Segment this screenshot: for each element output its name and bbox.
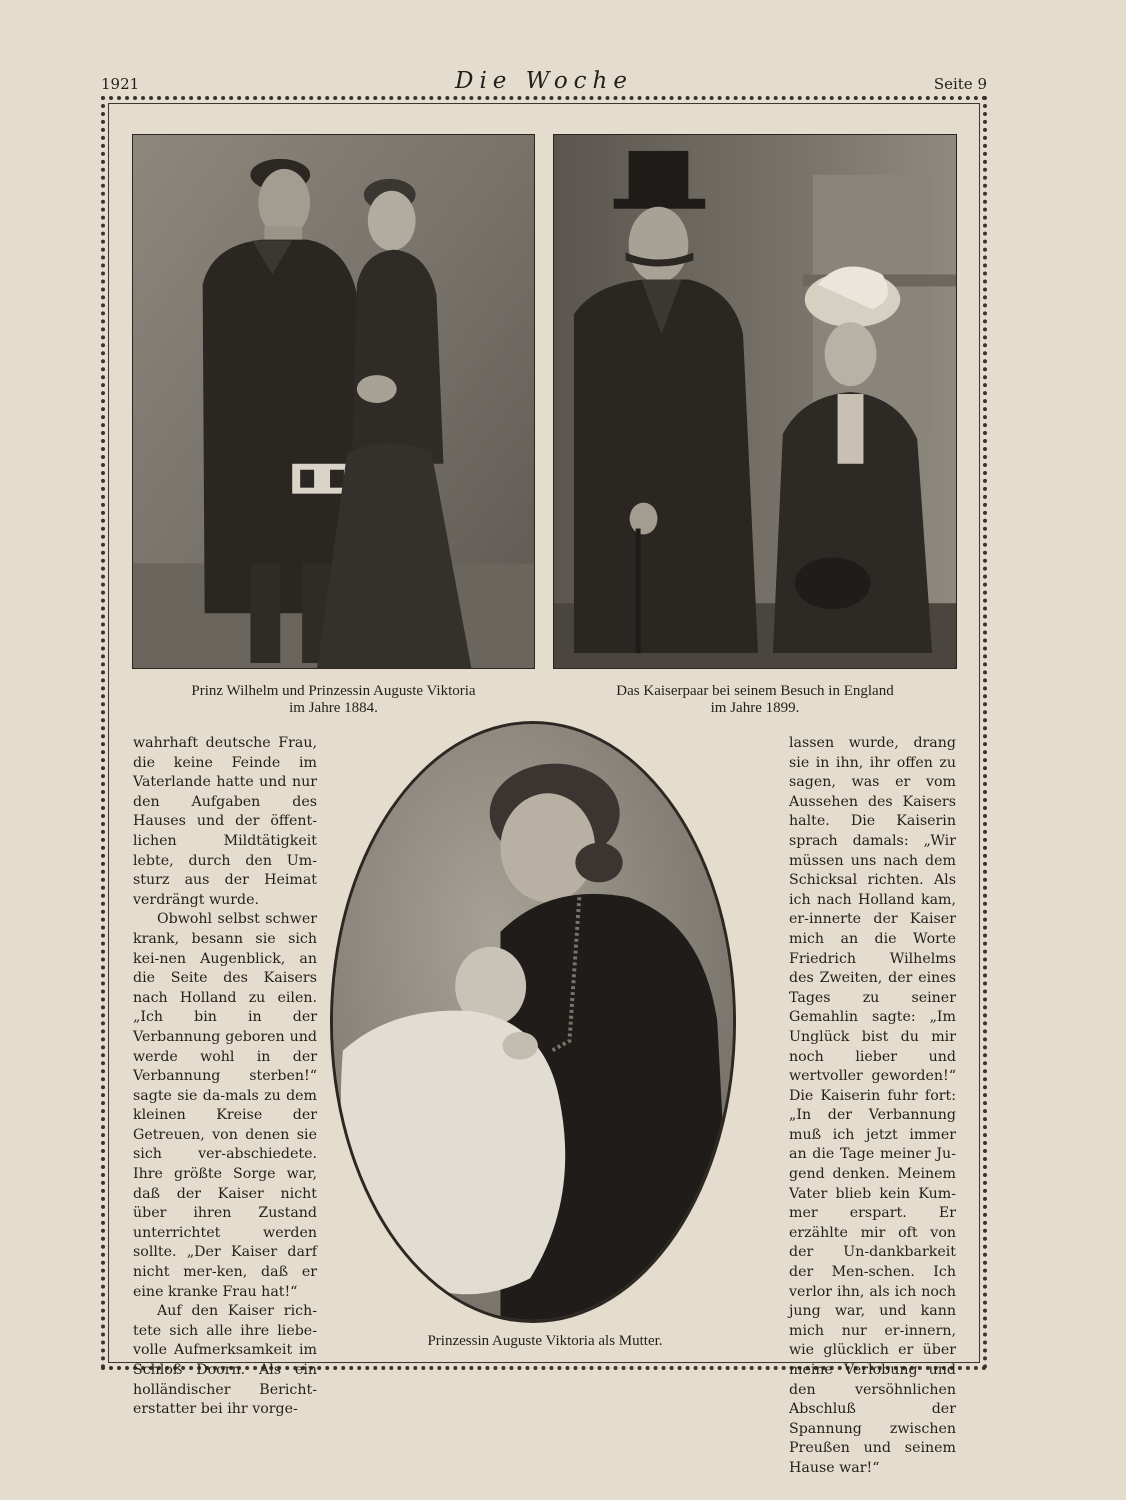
photo-imperial-couple-1899 (553, 134, 957, 669)
page-header (101, 68, 987, 98)
caption-photo-1884-line2: im Jahre 1884. (289, 700, 378, 716)
photo-princess-as-mother (330, 721, 736, 1323)
caption-photo-1884 (132, 683, 535, 717)
article-left-column (133, 734, 317, 1420)
page-number: Seite 9 (933, 75, 987, 93)
caption-princess-as-mother: Prinzessin Auguste Viktoria als Mutter. (427, 1333, 663, 1349)
page-year: 1921 (101, 75, 140, 93)
left-paragraph-3: Auf den Kaiser rich-tete sich alle ihre liebe-volle Aufmerksamkeit im Schloß Doorn. Als ein holländischer Bericht-erstatter bei ihr vorge- (133, 1303, 317, 1418)
caption-photo-1884-line1: Prinz Wilhelm und Prinzessin Auguste Viktoria (191, 683, 476, 699)
right-paragraph-1: lassen wurde, drang sie in ihn, ihr offen zu sagen, was er vom Aussehen des Kaisers halte. Die Kaiserin sprach damals: „Wir müssen uns nach dem Schicksal richten. Als ich nach Holland kam, er-innerte der Kaiser mich an die Worte Friedrich Wilhelms des Zweiten, der eines Tages zu seiner Gemahlin sagte: „Im Unglück bist du mir noch lieber und wertvoller geworden!“ Die Kaiserin fuhr fort: „In der Verbannung muß ich jetzt immer an die Tage meiner Ju-gend denken. Meinem Vater blieb kein Kum-mer erspart. Er erzählte mir oft von der Un-dankbarkeit der Men-schen. Ich verlor ihn, als ich noch jung war, und kann mich nur er-innern, wie glücklich er über meine Verlobung und den versöhnlichen Abschluß der Spannung zwischen Preußen und seinem Hause war!“ (789, 735, 956, 1476)
article-right-column (789, 734, 956, 1479)
left-paragraph-1: wahrhaft deutsche Frau, die keine Feinde im Vaterlande hatte und nur den Aufgaben des Hauses und der öffent-lichen Mildtätigkeit lebte, durch den Um-sturz aus der Heimat verdrängt wurde. (133, 735, 317, 908)
caption-photo-1899-line1: Das Kaiserpaar bei seinem Besuch in England (616, 683, 894, 699)
photo-prince-and-princess-1884 (132, 134, 535, 669)
masthead-title: Die Woche (455, 68, 633, 94)
left-paragraph-2: Obwohl selbst schwer krank, besann sie sich kei-nen Augenblick, an die Seite des Kaisers nach Holland zu eilen. „Ich bin in der Verbannung geboren und werde wohl in der Verbannung sterben!“ sagte sie da-mals zu dem kleinen Kreise der Getreuen, von denen sie sich ver-abschiedete. Ihre größte Sorge war, daß der Kaiser nicht über ihren Zustand unterrichtet werden sollte. „Der Kaiser darf nicht mer-ken, daß er eine kranke Frau hat!“ (133, 911, 317, 1300)
caption-photo-1899 (553, 683, 957, 717)
caption-photo-1899-line2: im Jahre 1899. (710, 700, 800, 716)
